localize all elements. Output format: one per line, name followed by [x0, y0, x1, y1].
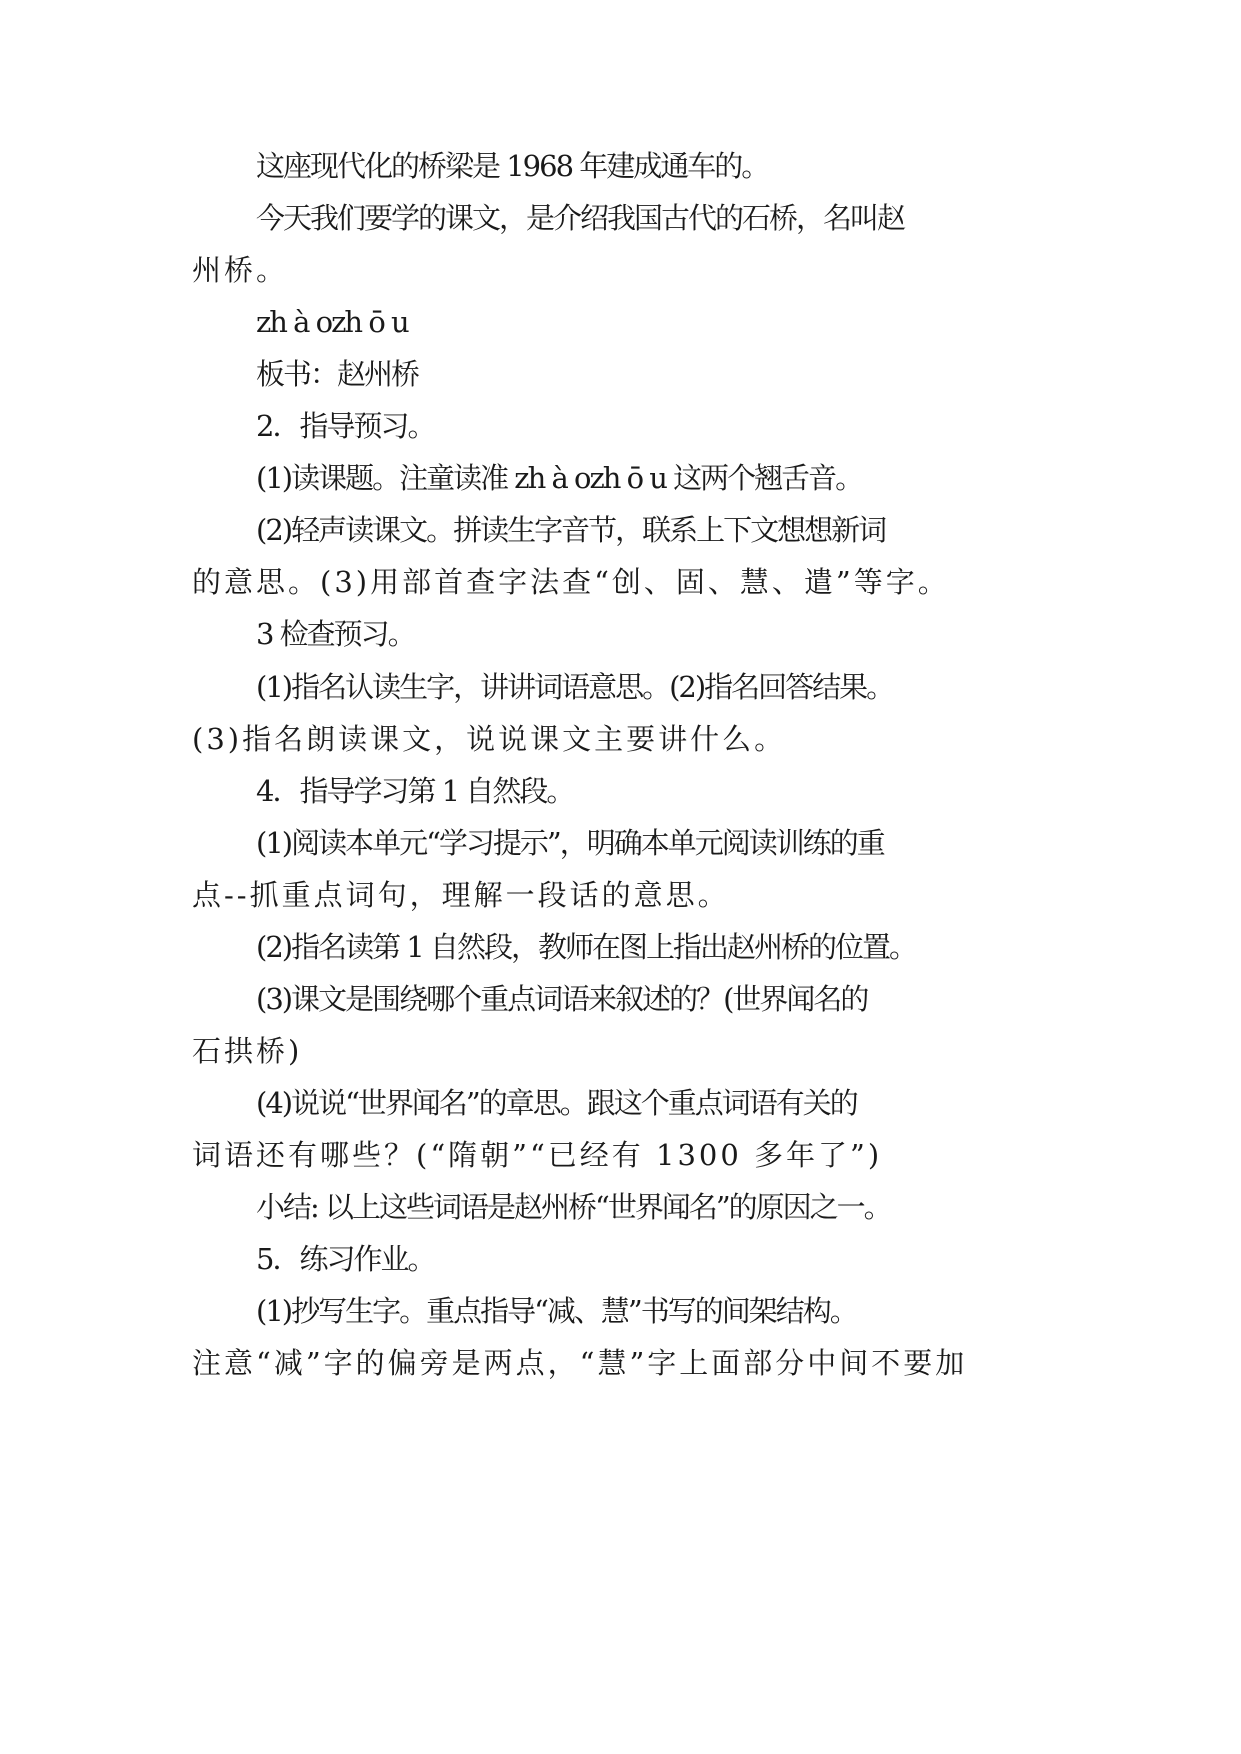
text-line: (1)阅读本单元“学习提示”，明确本单元阅读训练的重 — [256, 826, 884, 860]
text-line: (4)说说“世界闻名”的章思。跟这个重点词语有关的 — [256, 1086, 857, 1120]
text-line: 点--抓重点词句，理解一段话的意思。 — [192, 878, 730, 912]
text-line: 这座现代化的桥梁是 1968 年建成通车的。 — [256, 149, 769, 183]
text-line: 词语还有哪些？(“隋朝”“已经有 1300 多年了”) — [192, 1138, 883, 1172]
text-line: 州桥。 — [192, 253, 289, 287]
text-line: (2)轻声读课文。拼读生字音节，联系上下文想想新词 — [256, 513, 886, 547]
summary-line: 小结: 以上这些词语是赵州桥“世界闻名”的原因之一。 — [256, 1190, 891, 1224]
text-line: (1)指名认读生字，讲讲词语意思。(2)指名回答结果。 — [256, 670, 894, 704]
text-line: (1)读课题。注童读准 zh à ozh ō u 这两个翘舌音。 — [256, 461, 863, 495]
pinyin-line: zh à ozh ō u — [256, 305, 408, 339]
section-heading: 2．指导预习。 — [256, 409, 435, 443]
text-line: (2)指名读第 1 自然段，教师在图上指出赵州桥的位置。 — [256, 930, 916, 964]
section-heading: 4．指导学习第 1 自然段。 — [256, 774, 574, 808]
text-line: 注意“减”字的偏旁是两点，“慧”字上面部分中间不要加 — [192, 1346, 968, 1380]
text-line: (3)课文是围绕哪个重点词语来叙述的？(世界闻名的 — [256, 982, 868, 1016]
text-line: (1)抄写生字。重点指导“减、慧”书写的间架结构。 — [256, 1294, 857, 1328]
section-heading: 3 检查预习。 — [256, 617, 415, 651]
text-line: (3)指名朗读课文，说说课文主要讲什么。 — [192, 722, 787, 756]
text-line: 石拱桥) — [192, 1034, 303, 1068]
text-line: 的意思。(3)用部首查字法查“创、固、慧、遣”等字。 — [192, 565, 950, 599]
blackboard-title: 板书：赵州桥 — [256, 357, 419, 391]
section-heading: 5．练习作业。 — [256, 1242, 435, 1276]
text-line: 今天我们要学的课文，是介绍我国古代的石桥，名叫赵 — [256, 201, 905, 235]
